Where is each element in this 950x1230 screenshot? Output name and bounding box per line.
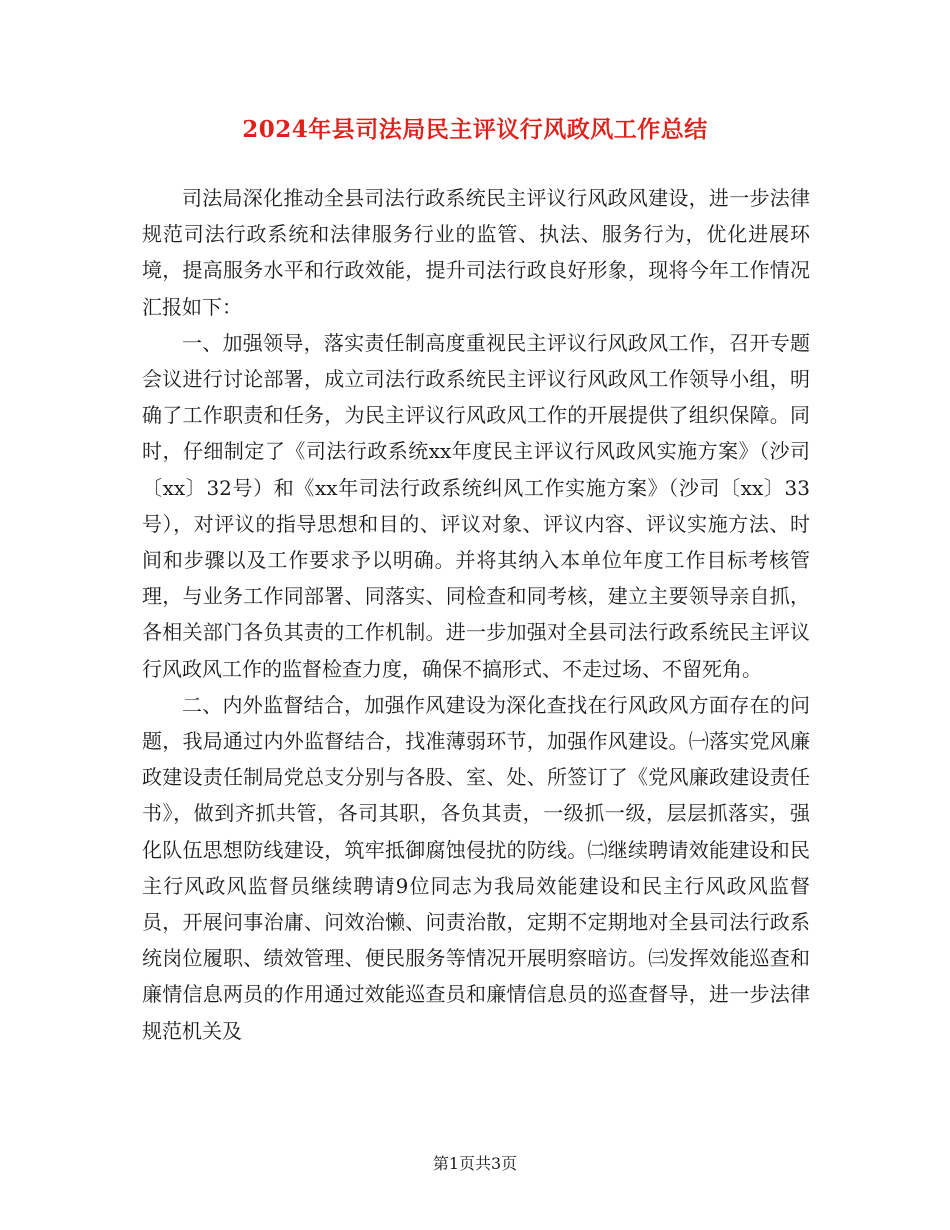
document-body xyxy=(142,180,810,1049)
paragraph-section-1: 一、加强领导，落实责任制高度重视民主评议行风政风工作，召开专题会议进行讨论部署，成立司法行政系统民主评议行风政风工作领导小组，明确了工作职责和任务，为民主评议行风政风工作的开展提供了组织保障。同时，仔细制定了《司法行政系统xx年度民主评议行风政风实施方案》（沙司〔xx〕32号）和《xx年司法行政系统纠风工作实施方案》（沙司〔xx〕33号），对评议的指导思想和目的、评议对象、评议内容、评议实施方法、时间和步骤以及工作要求予以明确。并将其纳入本单位年度工作目标考核管理，与业务工作同部署、同落实、同检查和同考核，建立主要领导亲自抓，各相关部门各负其责的工作机制。进一步加强对全县司法行政系统民主评议行风政风工作的监督检查力度，确保不搞形式、不走过场、不留死角。 xyxy=(142,330,810,681)
document-title: 2024年县司法局民主评议行风政风工作总结 xyxy=(242,116,708,143)
paragraph-intro: 司法局深化推动全县司法行政系统民主评议行风政风建设，进一步法律规范司法行政系统和法律服务行业的监管、执法、服务行为，优化进展环境，提高服务水平和行政效能，提升司法行政良好形象，现将今年工作情况汇报如下： xyxy=(142,186,810,319)
paragraph-section-2: 二、内外监督结合，加强作风建设为深化查找在行风政风方面存在的问题，我局通过内外监督结合，找准薄弱环节，加强作风建设。㈠落实党风廉政建设责任制局党总支分别与各股、室、处、所签订了《党风廉政建设责任书》，做到齐抓共管，各司其职，各负其责，一级抓一级，层层抓落实，强化队伍思想防线建设，筑牢抵御腐蚀侵扰的防线。㈡继续聘请效能建设和民主行风政风监督员继续聘请9位同志为我局效能建设和民主行风政风监督员，开展问事治庸、问效治懒、问责治散，定期不定期地对全县司法行政系统岗位履职、绩效管理、便民服务等情况开展明察暗访。㈢发挥效能巡查和廉情信息两员的作用通过效能巡查员和廉情信息员的巡查督导，进一步法律规范机关及 xyxy=(142,692,810,1043)
page-footer: 第1页共3页 xyxy=(432,1154,518,1173)
